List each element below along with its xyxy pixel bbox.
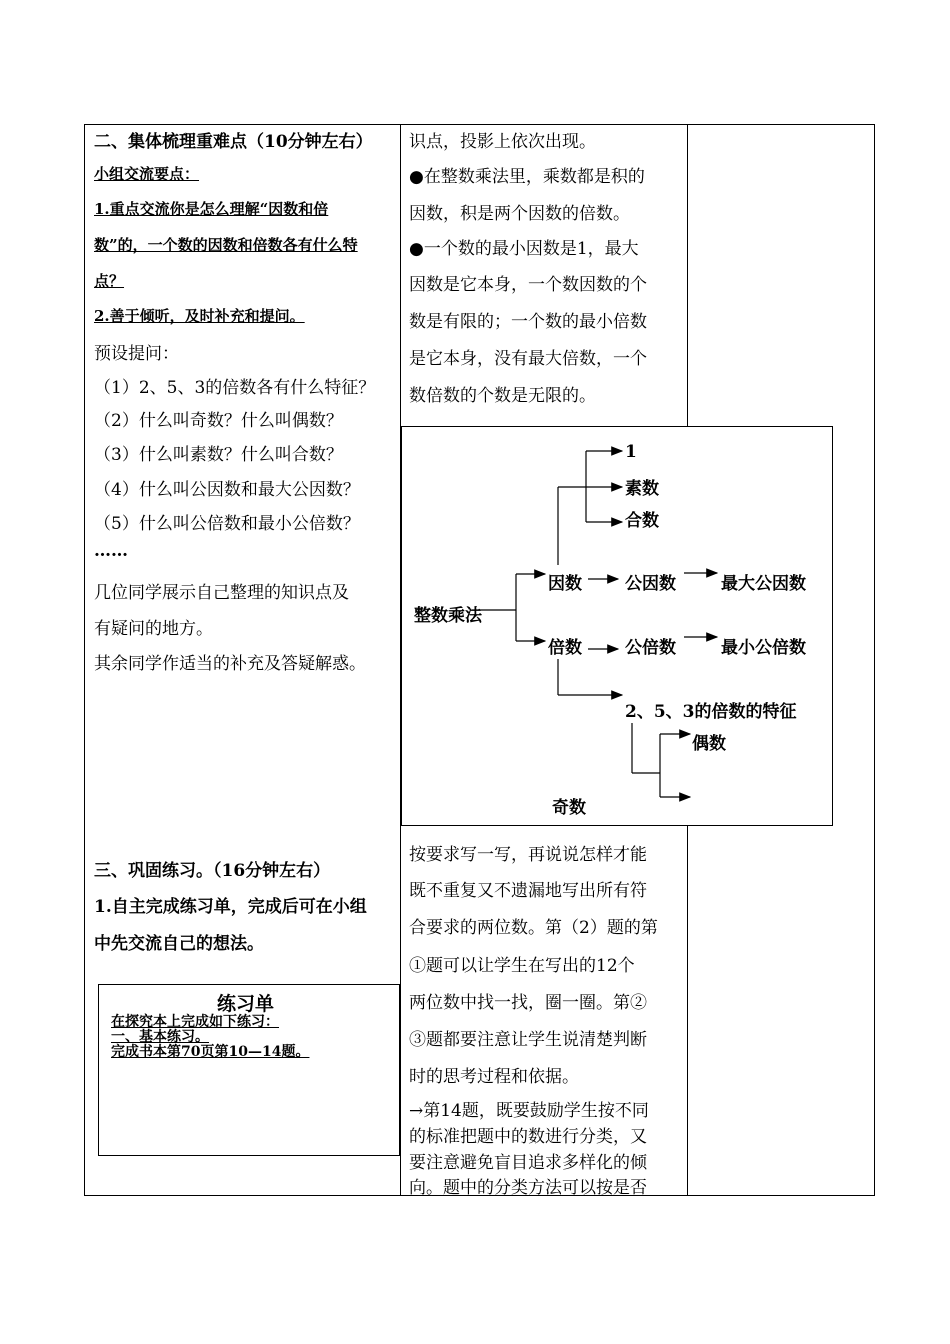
mid-bottom-line-7: 时的思考过程和依据。 [409, 1067, 579, 1087]
mid-bottom-line-2: 既不重复又不遗漏地写出所有符 [409, 881, 647, 901]
question-1: （1）2、5、3的倍数各有什么特征？ [94, 378, 376, 398]
mid-bottom-line-8: →第14题，既要鼓励学生按不同 [409, 1101, 649, 1121]
question-4: （4）什么叫公因数和最大公因数？ [94, 480, 360, 500]
mid-top-line-3: 因数，积是两个因数的倍数。 [409, 204, 630, 224]
ellipsis: …… [94, 541, 128, 561]
mid-bottom-line-11: 向。题中的分类方法可以按是否 [409, 1178, 647, 1198]
mid-top-line-2: ●在整数乘法里，乘数都是积的 [409, 167, 645, 187]
mid-top-line-8: 数倍数的个数是无限的。 [409, 386, 596, 406]
worksheet-line3: 完成书本第70页第10—14题。 [111, 1044, 310, 1060]
diagram-features: 2、5、3的倍数的特征 [625, 702, 797, 722]
diagram-common-multiple: 公倍数 [625, 638, 676, 658]
worksheet-box [98, 984, 400, 1156]
worksheet-line1: 在探究本上完成如下练习： [111, 1014, 279, 1030]
show-line1: 几位同学展示自己整理的知识点及 [94, 583, 349, 603]
diagram-multiple: 倍数 [548, 638, 582, 658]
diagram-gcf: 最大公因数 [721, 574, 806, 594]
mid-bottom-line-1: 按要求写一写，再说说怎样才能 [409, 845, 647, 865]
mid-bottom-line-3: 合要求的两位数。第（2）题的第 [409, 918, 658, 938]
mid-top-line-6: 数是有限的；一个数的最小倍数 [409, 312, 647, 332]
table-top-border [84, 124, 875, 125]
diagram-composite: 合数 [625, 511, 659, 531]
mid-top-line-7: 是它本身，没有最大倍数，一个 [409, 349, 647, 369]
diagram-prime: 素数 [625, 479, 659, 499]
mid-top-line-4: ●一个数的最小因数是1，最大 [409, 239, 639, 259]
column-divider-2-bottom [687, 826, 688, 1195]
table-right-border [874, 124, 875, 1195]
diagram-common-factor: 公因数 [625, 574, 676, 594]
table-left-border [84, 124, 85, 1195]
worksheet-line2: 一、基本练习。 [111, 1029, 209, 1045]
question-5: （5）什么叫公倍数和最小公倍数？ [94, 514, 360, 534]
diagram-lcm: 最小公倍数 [721, 638, 806, 658]
point1-line3: 点？ [94, 272, 125, 290]
concept-map [401, 426, 833, 826]
mid-bottom-line-4: ①题可以让学生在写出的12个 [409, 956, 635, 976]
point2: 2.善于倾听，及时补充和提问。 [94, 307, 305, 325]
question-2: （2）什么叫奇数？什么叫偶数？ [94, 411, 343, 431]
point1-line1: 1.重点交流你是怎么理解“因数和倍 [94, 200, 329, 218]
practice-line2: 中先交流自己的想法。 [94, 934, 264, 954]
practice-line1: 1.自主完成练习单，完成后可在小组 [94, 897, 367, 917]
concept-map-lines [402, 427, 832, 825]
group-points-title: 小组交流要点： [94, 165, 200, 183]
mid-bottom-line-9: 的标准把题中的数进行分类，又 [409, 1127, 647, 1147]
section2-title: 二、集体梳理重难点（10分钟左右） [94, 132, 373, 152]
others-line: 其余同学作适当的补充及答疑解惑。 [94, 654, 366, 674]
worksheet-title: 练习单 [217, 993, 275, 1015]
mid-top-line-1: 识点，投影上依次出现。 [409, 132, 596, 152]
section3-title: 三、巩固练习。（16分钟左右） [94, 861, 331, 881]
diagram-root: 整数乘法 [414, 606, 482, 626]
question-3: （3）什么叫素数？什么叫合数？ [94, 445, 343, 465]
mid-top-line-5: 因数是它本身，一个数因数的个 [409, 275, 647, 295]
diagram-even: 偶数 [692, 734, 726, 754]
mid-bottom-line-5: 两位数中找一找，圈一圈。第② [409, 993, 647, 1013]
column-divider-2-top [687, 124, 688, 426]
diagram-one: 1 [625, 442, 637, 462]
mid-bottom-line-6: ③题都要注意让学生说清楚判断 [409, 1030, 647, 1050]
mid-bottom-line-10: 要注意避免盲目追求多样化的倾 [409, 1153, 647, 1173]
preset-label: 预设提问： [94, 344, 179, 364]
show-line2: 有疑问的地方。 [94, 619, 213, 639]
point1-line2: 数”的，一个数的因数和倍数各有什么特 [94, 236, 358, 254]
diagram-odd: 奇数 [552, 798, 586, 818]
diagram-factor: 因数 [548, 574, 582, 594]
